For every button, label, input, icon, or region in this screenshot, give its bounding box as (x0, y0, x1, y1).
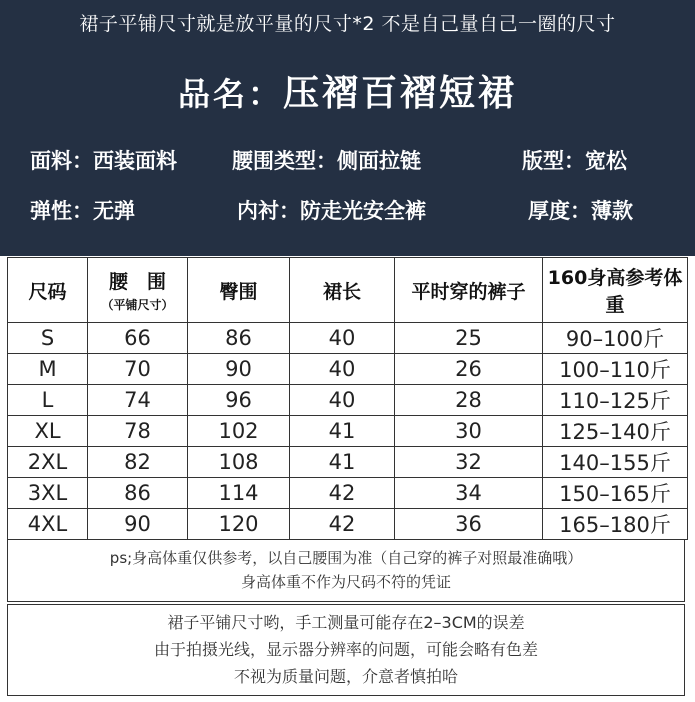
header-waist-label: 腰 围 (108, 271, 166, 293)
header-size: 尺码 (8, 258, 88, 323)
attr-value: 西装面料 (93, 149, 177, 173)
cell-hip: 86 (188, 323, 290, 354)
cell-weight: 100–110斤 (543, 354, 688, 385)
attr-fit (522, 145, 627, 175)
cell-weight: 110–125斤 (543, 385, 688, 416)
ps-note-line: 身高体重不作为尺码不符的凭证 (240, 573, 451, 591)
header-waist (88, 258, 188, 323)
size-table-body (8, 323, 688, 540)
attr-label: 内衬： (237, 199, 300, 223)
cell-waist: 82 (88, 447, 188, 478)
attr-elasticity (30, 195, 135, 225)
cell-length: 41 (290, 416, 395, 447)
attr-fabric (30, 145, 177, 175)
cell-pants: 34 (395, 478, 543, 509)
cell-waist: 78 (88, 416, 188, 447)
cell-length: 42 (290, 509, 395, 540)
cell-hip: 102 (188, 416, 290, 447)
attr-value: 薄款 (591, 199, 633, 223)
disclaimer-note (7, 604, 685, 696)
header-length: 裙长 (290, 258, 395, 323)
product-label: 品名： (177, 75, 283, 113)
cell-weight: 140–155斤 (543, 447, 688, 478)
cell-weight: 125–140斤 (543, 416, 688, 447)
table-row (8, 478, 688, 509)
cell-weight: 90–100斤 (543, 323, 688, 354)
attr-value: 侧面拉链 (337, 149, 421, 173)
cell-pants: 28 (395, 385, 543, 416)
cell-hip: 114 (188, 478, 290, 509)
ps-note (7, 540, 685, 602)
attr-lining (237, 195, 426, 225)
measurement-notice: 裙子平铺尺寸就是放平量的尺寸*2 不是自己量自己一圈的尺寸 (79, 13, 616, 35)
cell-length: 40 (290, 385, 395, 416)
cell-length: 40 (290, 354, 395, 385)
attr-value: 宽松 (585, 149, 627, 173)
cell-weight: 165–180斤 (543, 509, 688, 540)
disclaimer-line: 由于拍摄光线，显示器分辨率的问题，可能会略有色差 (153, 640, 538, 659)
attr-label: 版型： (522, 149, 585, 173)
header-hip: 臀围 (188, 258, 290, 323)
attr-thickness (528, 195, 633, 225)
header-pants: 平时穿的裤子 (395, 258, 543, 323)
cell-waist: 70 (88, 354, 188, 385)
cell-hip: 120 (188, 509, 290, 540)
attr-value: 无弹 (93, 199, 135, 223)
cell-hip: 96 (188, 385, 290, 416)
cell-length: 42 (290, 478, 395, 509)
cell-pants: 30 (395, 416, 543, 447)
header-weight: 160身高参考体重 (543, 258, 688, 323)
cell-weight: 150–165斤 (543, 478, 688, 509)
cell-pants: 26 (395, 354, 543, 385)
cell-length: 40 (290, 323, 395, 354)
disclaimer-line: 裙子平铺尺寸哟，手工测量可能存在2–3CM的误差 (167, 613, 525, 632)
size-table (7, 257, 688, 540)
table-header-row (8, 258, 688, 323)
cell-waist: 86 (88, 478, 188, 509)
cell-waist: 90 (88, 509, 188, 540)
attr-label: 面料： (30, 149, 93, 173)
table-row (8, 385, 688, 416)
table-row (8, 354, 688, 385)
info-header (0, 0, 695, 256)
cell-hip: 90 (188, 354, 290, 385)
table-row (8, 416, 688, 447)
cell-waist: 74 (88, 385, 188, 416)
attr-waist-type (232, 145, 421, 175)
attr-value: 防走光安全裤 (300, 199, 426, 223)
cell-pants: 36 (395, 509, 543, 540)
cell-length: 41 (290, 447, 395, 478)
table-row (8, 323, 688, 354)
attr-label: 弹性： (30, 199, 93, 223)
cell-size: L (8, 385, 88, 416)
table-row (8, 447, 688, 478)
cell-size: 2XL (8, 447, 88, 478)
product-title (0, 58, 695, 128)
disclaimer-line: 不视为质量问题，介意者慎拍哈 (233, 667, 458, 686)
cell-size: S (8, 323, 88, 354)
table-row (8, 509, 688, 540)
ps-note-line: ps;身高体重仅供参考，以自己腰围为准（自己穿的裤子对照最准确哦） (109, 549, 583, 567)
cell-size: XL (8, 416, 88, 447)
cell-pants: 25 (395, 323, 543, 354)
product-name: 压褶百褶短裙 (283, 72, 518, 114)
attr-label: 厚度： (528, 199, 591, 223)
cell-size: M (8, 354, 88, 385)
cell-pants: 32 (395, 447, 543, 478)
cell-size: 3XL (8, 478, 88, 509)
attr-label: 腰围类型： (232, 149, 337, 173)
cell-waist: 66 (88, 323, 188, 354)
cell-hip: 108 (188, 447, 290, 478)
header-waist-note: （平铺尺寸） (101, 298, 174, 312)
cell-size: 4XL (8, 509, 88, 540)
